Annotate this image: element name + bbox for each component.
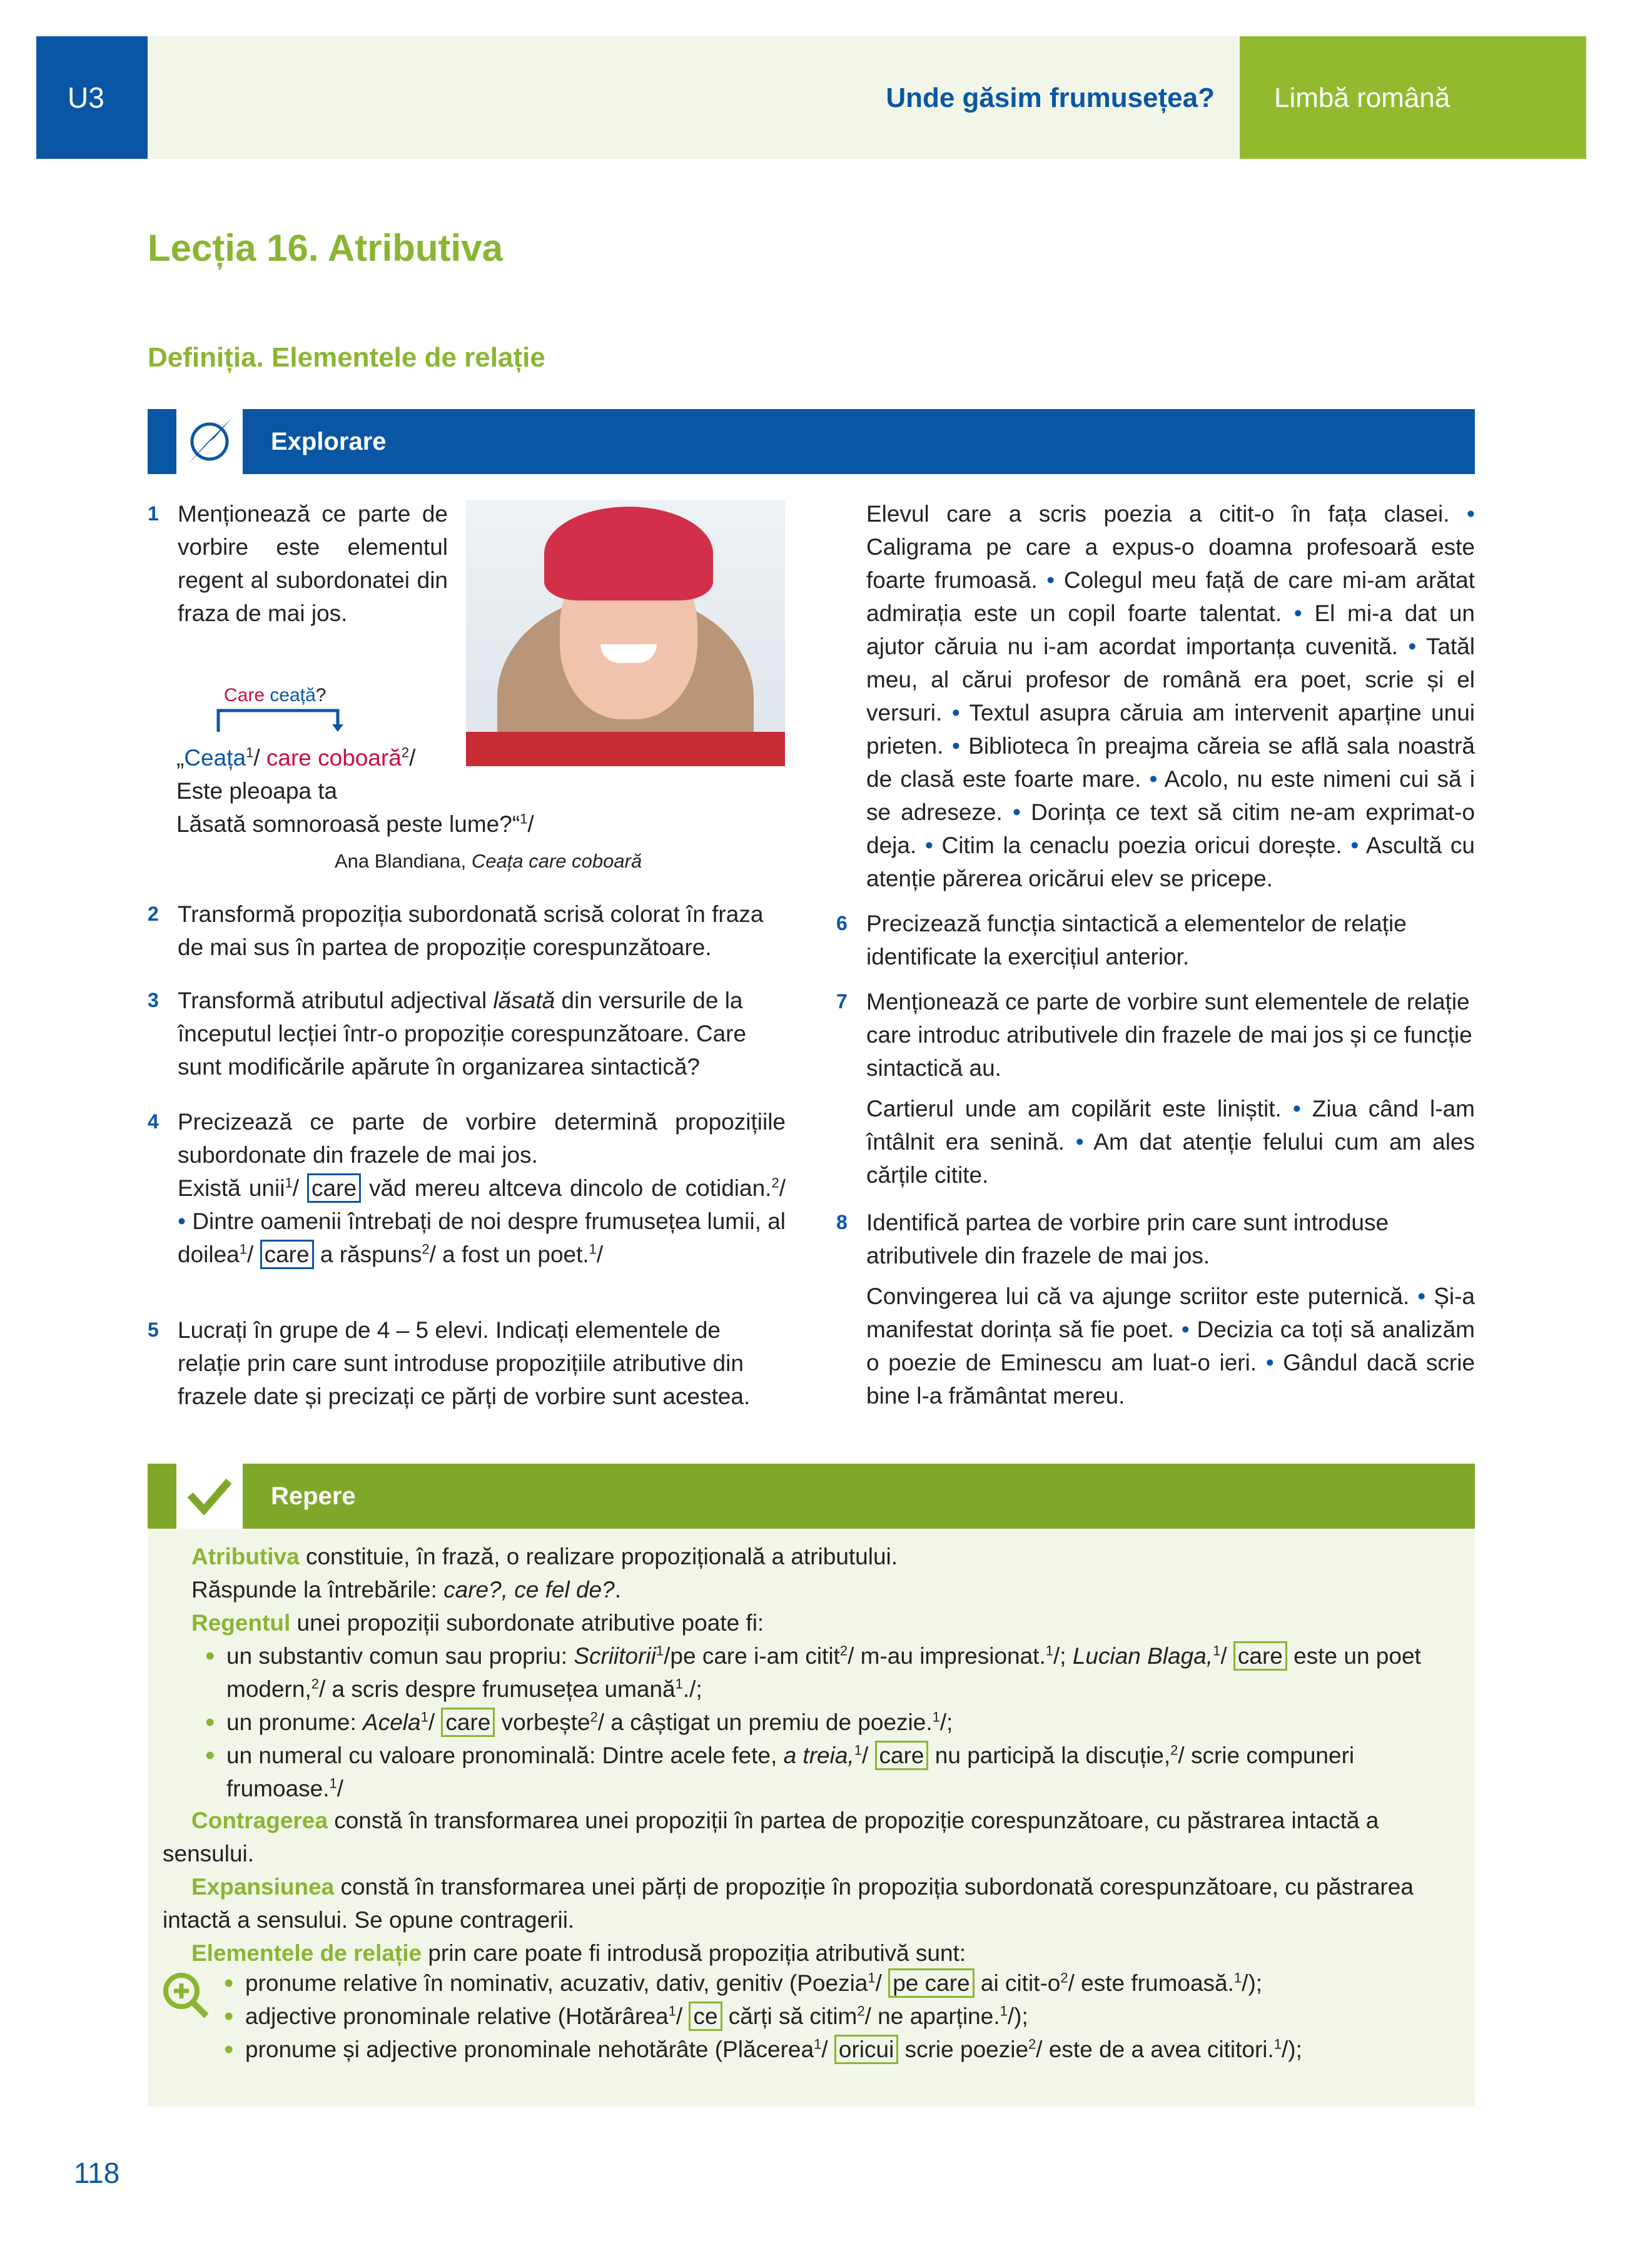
italic-text: Acela [363, 1709, 421, 1735]
text-segment: Decizia ca toți să analizăm o poezie de Eminescu am luat-o ieri. [866, 1317, 1475, 1375]
checkmark-icon [176, 1464, 243, 1529]
italic-text: a treia, [783, 1743, 854, 1768]
text-segment: constă în transformarea unei părți de propoziție în propoziția subordonată corespunzătoare, cu păstrarea intactă a sensului. Se opune contragerii. [163, 1874, 1414, 1933]
text-segment: Tatăl meu, al cărui profesor de română era poet, scrie și el versuri. [866, 634, 1475, 726]
repere-label: Repere [243, 1464, 1475, 1529]
exercise-text [178, 497, 448, 630]
text-segment: Am dat atenție felului cum am ales cărțile citite. [866, 1129, 1475, 1188]
text-segment: vorbește [495, 1709, 590, 1735]
superscript-index: 1 [868, 1970, 876, 1986]
term-highlight: Regentul [191, 1610, 291, 1636]
text-segment: Lucrați în grupe de 4 – 5 elevi. Indicați elementele de relație prin care sunt introduse propozițiile atributive din frazele date și precizați ce părți de vorbire sunt acestea. [178, 1317, 751, 1409]
arrow-icon [216, 707, 344, 733]
exercise-number: 6 [836, 912, 848, 934]
repere-bar [148, 1464, 1475, 1529]
text-segment: Menționează ce parte de vorbire sunt elementele de relație care introduc atributivele din frazele de mai jos și ce funcție sintactică au. [866, 989, 1472, 1081]
text-segment: / este de a avea cititori. [1036, 2037, 1274, 2062]
text-segment: ai citit-o [974, 1970, 1061, 1996]
superscript-index: 2 [422, 1241, 430, 1257]
text-segment: /pe care i-am citit [664, 1643, 840, 1669]
italic-text: care?, ce fel de? [443, 1577, 615, 1602]
regent-word: ceață [270, 685, 316, 706]
relation-word-box: care [307, 1173, 361, 1203]
text-segment: Precizează funcția sintactică a elementelor de relație identificate la exercițiul anterior. [866, 911, 1407, 969]
text-segment: / ne aparține. [864, 2003, 1000, 2029]
text-segment: Dorința ce text să citim ne-am exprimat-o deja. [866, 799, 1475, 858]
superscript-index: 1 [675, 1676, 683, 1692]
exercise-3 [148, 984, 786, 1083]
bullet-separator: • [1046, 567, 1055, 593]
exercise-7 [836, 985, 1475, 1192]
regent-word: Ceața [184, 745, 246, 771]
superscript-index: 2 [311, 1676, 319, 1692]
relation-word-box: care [441, 1708, 495, 1737]
italic-text: Lucian Blaga, [1072, 1643, 1213, 1669]
text-segment: adjective pronominale relative (Hotărârea [245, 2003, 669, 2029]
text-segment: Cartierul unde am copilărit este liniștit. [866, 1096, 1293, 1121]
exercise-text [866, 907, 1475, 973]
term-highlight: Elementele de relație [191, 1940, 422, 1966]
term-highlight: Atributiva [191, 1544, 300, 1569]
text-segment: / [253, 745, 266, 771]
exercise-number: 3 [148, 989, 159, 1011]
definition [191, 1540, 1455, 1573]
explorare-bar [148, 409, 1475, 474]
superscript-index: 2 [771, 1175, 779, 1191]
text-segment: Identifică partea de vorbire prin care sunt introduse atributivele din frazele de mai jos. [866, 1210, 1389, 1268]
text-segment: Elevul care a scris poezia a citit-o în fața clasei. [866, 501, 1467, 527]
exercise-text [178, 898, 786, 964]
text-segment: / [821, 2037, 834, 2062]
bullet-separator: • [1408, 634, 1417, 659]
text-segment: Lăsată somnoroasă peste lume?“ [176, 811, 520, 837]
relation-word-box: pe care [888, 1968, 974, 1998]
superscript-index: 2 [590, 1709, 598, 1725]
text-segment: Ascultă cu atenție părerea oricărui elev se pricepe. [866, 833, 1475, 891]
text-segment: Transformă atributul adjectival [178, 988, 494, 1013]
bullet-separator: • [1467, 501, 1475, 527]
text-segment: cărți să citim [722, 2003, 858, 2029]
exercise-text [866, 985, 1475, 1085]
text-segment: Este pleoapa ta [176, 778, 338, 804]
superscript-index: 2 [401, 744, 410, 761]
superscript-index: 1 [285, 1175, 293, 1191]
exercise-2 [148, 898, 786, 964]
text-segment: scrie poezie [898, 2037, 1029, 2062]
superscript-index: 1 [239, 1241, 248, 1257]
bullet-separator: • [1181, 1317, 1190, 1342]
relation-word-box: care [875, 1741, 929, 1770]
exercise-4 [148, 1105, 786, 1271]
bullet-separator: • [1292, 1096, 1301, 1121]
text-segment: / [861, 1743, 875, 1768]
relation-word-box: care [1233, 1641, 1287, 1671]
text-segment: unei propoziții subordonate atributive poate fi: [290, 1610, 764, 1636]
list-item [210, 2000, 1461, 2033]
text-segment: / [247, 1242, 260, 1267]
text-segment: ? [315, 685, 327, 706]
text-segment: pronume și adjective pronominale nehotărâte (Plăcerea [245, 2037, 814, 2062]
exercise-number: 1 [148, 502, 159, 525]
text-segment: constă în transformarea unei propoziții în partea de propoziție corespunzătoare, cu păstrarea intactă a sensului. [163, 1808, 1379, 1866]
relation-word-box: oricui [834, 2035, 898, 2064]
text-segment: / m-au impresionat. [848, 1643, 1046, 1669]
exercise-text [178, 984, 786, 1083]
exercise-6 [836, 907, 1475, 973]
superscript-index: 2 [1060, 1970, 1068, 1986]
text-segment: pronume relative în nominativ, acuzativ, dativ, genitiv (Poezia [245, 1970, 868, 1996]
text-segment: / a câștigat un premiu de poezie. [597, 1709, 933, 1735]
bullet-separator: • [1293, 600, 1302, 626]
subject-label: Limbă română [1240, 36, 1586, 159]
chapter-title: Unde găsim frumusețea? [148, 36, 1240, 159]
text-segment: /; [1053, 1643, 1073, 1669]
superscript-index: 1 [1213, 1643, 1221, 1659]
relation-word-box: care [260, 1240, 314, 1269]
regent-intro [191, 1606, 1455, 1639]
text-segment: / scrie compuneri frumoase. [226, 1743, 1355, 1801]
text-segment: „ [176, 745, 185, 771]
bullet-separator: • [1075, 1129, 1084, 1155]
text-segment: Precizează ce parte de vorbire determină propozițiile subordonate din frazele de mai jos. [178, 1109, 786, 1168]
text-segment: ./; [682, 1676, 702, 1702]
text-segment: a răspuns [313, 1242, 422, 1267]
exercise-number: 8 [836, 1211, 848, 1233]
superscript-index: 1 [1000, 2003, 1008, 2019]
text-segment: Biblioteca în preajma căreia se află sala noastră de clasă este foarte mare. [866, 733, 1475, 792]
superscript-index: 1 [1273, 2036, 1282, 2052]
text-segment: Gândul dacă scrie bine l-a frământat mereu. [866, 1350, 1475, 1409]
superscript-index: 1 [520, 811, 528, 827]
text-segment: Dintre oamenii întrebați de noi despre frumusețea lumii, al doilea [178, 1208, 786, 1267]
exercise-example [178, 1172, 786, 1271]
exercise-number: 4 [148, 1110, 159, 1133]
term-highlight: Contragerea [191, 1808, 328, 1833]
superscript-index: 1 [656, 1643, 664, 1659]
superscript-index: 1 [589, 1241, 597, 1257]
text-segment: Menționează ce parte de vorbire este elementul regent al subordonatei din fraza de mai jos. [178, 501, 448, 626]
text-segment: / [875, 1970, 889, 1996]
italic-text: Scriitorii [574, 1643, 656, 1669]
zoom-in-icon [160, 1970, 210, 2020]
text-segment: văd mereu altceva dincolo de cotidian. [361, 1175, 772, 1201]
text-segment: Transformă propoziția subordonată scrisă colorat în fraza de mai sus în partea de propoziție corespunzătoare. [178, 901, 764, 960]
bullet-separator: • [1149, 766, 1158, 792]
relation-word-box: ce [689, 2002, 722, 2031]
exercise-text [178, 1314, 786, 1413]
text-segment: /); [1242, 1970, 1263, 1996]
subordinate-clause: care coboară [266, 745, 402, 771]
bullet-separator: • [924, 833, 933, 858]
text-segment: /; [939, 1709, 953, 1735]
superscript-index: 2 [839, 1643, 848, 1659]
list-item [191, 1639, 1455, 1706]
text-segment: un pronume: [226, 1709, 363, 1735]
text-segment: / [409, 745, 416, 771]
superscript-index: 2 [857, 2003, 865, 2019]
text-segment: prin care poate fi introdusă propoziția atributivă sunt: [422, 1940, 966, 1966]
bullet-separator: • [1265, 1350, 1274, 1375]
unit-label: U3 [36, 36, 148, 159]
text-segment: Textul asupra căruia am intervenit aparține unui prieten. [866, 700, 1476, 759]
text-segment: /); [1282, 2037, 1302, 2062]
bullet-separator: • [1417, 1283, 1426, 1309]
exercise-8 [836, 1206, 1475, 1412]
poem-attribution [335, 844, 642, 878]
poem-line [176, 807, 534, 841]
exercise-number: 5 [148, 1319, 159, 1341]
text-segment: / [596, 1242, 604, 1267]
text-segment: . [614, 1577, 621, 1602]
text-segment: Și-a manifestat dorința să fie poet. [866, 1283, 1475, 1342]
bullet-separator: • [1350, 833, 1359, 858]
text-segment: / a fost un poet. [429, 1242, 589, 1267]
lesson-title: Lecția 16. Atributiva [148, 227, 503, 269]
bullet-separator: • [178, 1208, 186, 1234]
list-item [210, 2033, 1461, 2066]
exercise-text [866, 1206, 1475, 1272]
bullet-separator: • [951, 733, 960, 759]
superscript-index: 1 [668, 2003, 676, 2019]
text-segment: Ziua când l-am întâlnit era senină. [866, 1096, 1475, 1155]
text-segment: Citim la cenaclu poezia oricui dorește. [933, 833, 1351, 858]
exercise-text [178, 1105, 786, 1172]
text-segment: / a scris despre frumusețea umană [318, 1676, 676, 1702]
questions [191, 1573, 1455, 1606]
exercise-1 [148, 497, 448, 630]
exercise-5-sentences [866, 497, 1475, 895]
explorare-label: Explorare [243, 409, 1475, 474]
text-segment: / [1220, 1643, 1233, 1669]
list-item [210, 1967, 1461, 2000]
exercise-example [866, 1092, 1475, 1192]
superscript-index: 1 [246, 744, 254, 761]
superscript-index: 2 [1028, 2036, 1036, 2052]
page-number: 118 [74, 2157, 120, 2189]
work-title: Ceața care coboară [471, 850, 642, 872]
list-item [191, 1706, 1455, 1739]
italic-text: lăsată [493, 988, 555, 1013]
text-segment: /); [1007, 2003, 1028, 2029]
superscript-index: 1 [932, 1709, 940, 1725]
expansiunea-definition [163, 1870, 1455, 1936]
bullet-separator: • [951, 700, 960, 726]
author: Ana Blandiana, [335, 850, 472, 872]
text-segment: un substantiv comun sau propriu: [226, 1643, 574, 1669]
text-segment: / este frumoasă. [1068, 1970, 1234, 1996]
text-segment: Colegul meu față de care mi-am arătat admirația este un copil foarte talentat. [866, 567, 1475, 626]
elements-intro [163, 1936, 1455, 1970]
repere-box [148, 1529, 1475, 2107]
compass-icon [176, 409, 243, 474]
text-segment: / [676, 2003, 689, 2029]
list-item [191, 1739, 1455, 1805]
superscript-index: 1 [329, 1775, 337, 1791]
text-segment: Există unii [178, 1175, 285, 1201]
text-segment: Acolo, nu este nimeni cui să i se adreseze. [866, 766, 1475, 825]
text-segment: nu participă la discuție, [928, 1743, 1171, 1768]
text-segment: El mi-a dat un ajutor căruia nu i-am acordat importanța cuvenită. [866, 600, 1475, 659]
superscript-index: 2 [1170, 1742, 1178, 1758]
text-segment: este un poet modern, [226, 1643, 1421, 1702]
section-subtitle: Definiția. Elementele de relație [148, 342, 545, 373]
text-segment: Convingerea lui că va ajunge scriitor este puternică. [866, 1283, 1418, 1309]
superscript-index: 1 [1045, 1643, 1053, 1659]
text-segment: Caligrama pe care a expus-o doamna profesoară este foarte frumoasă. [866, 534, 1475, 593]
superscript-index: 1 [854, 1742, 862, 1758]
superscript-index: 1 [814, 2036, 822, 2052]
text-segment: / [292, 1175, 308, 1201]
text-segment: un numeral cu valoare pronominală: Dintre acele fete, [226, 1743, 784, 1768]
poem-line [176, 774, 534, 807]
text-segment: Răspunde la întrebările: [191, 1577, 444, 1602]
superscript-index: 1 [420, 1709, 428, 1725]
text-segment: din versurile de la începutul lecției într-o propoziție corespunzătoare. Care sunt modificările apărute în organizarea sintactică? [178, 988, 747, 1080]
term-highlight: Expansiunea [191, 1874, 335, 1900]
exercise-example [866, 1280, 1475, 1412]
text-segment: / [527, 811, 534, 837]
text-segment: / [428, 1709, 442, 1735]
bullet-separator: • [1012, 799, 1021, 825]
subordinate-clause: Care [224, 685, 270, 706]
exercise-number: 7 [836, 990, 848, 1013]
text-segment: constituie, în frază, o realizare propozițională a atributului. [299, 1544, 898, 1569]
text-segment: / [337, 1776, 344, 1801]
contragerea-definition [163, 1804, 1455, 1870]
exercise-5 [148, 1314, 786, 1413]
exercise-number: 2 [148, 903, 159, 925]
superscript-index: 1 [1233, 1970, 1242, 1986]
photo-girl-in-snow [466, 500, 785, 766]
text-segment: / [779, 1175, 786, 1201]
